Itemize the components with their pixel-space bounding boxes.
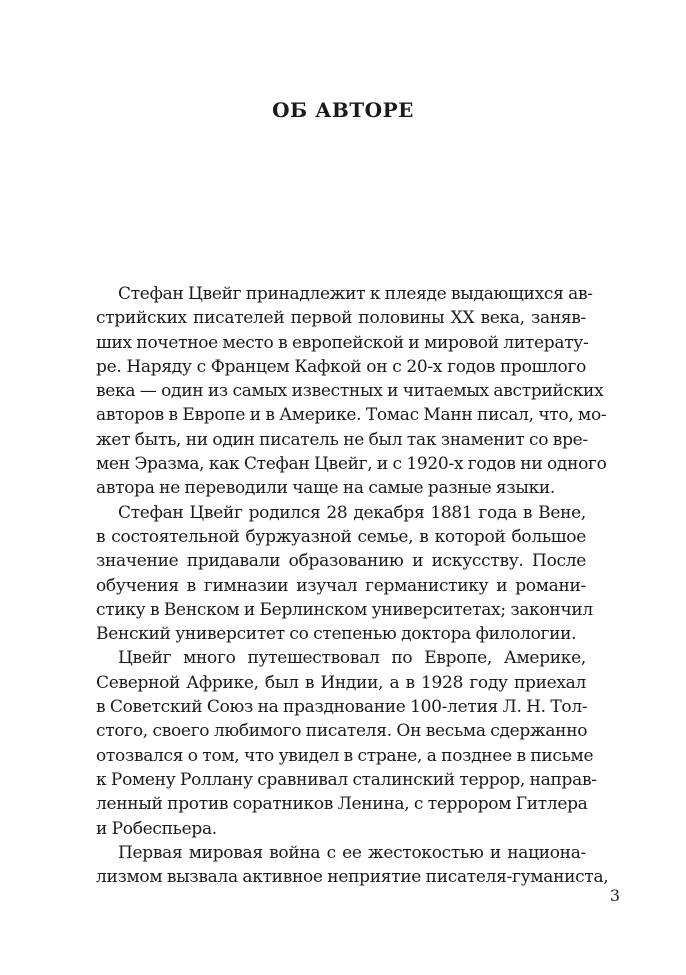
body-text — [96, 282, 609, 889]
text-line: ших почетное место в европейской и мировой литерату- — [96, 332, 589, 353]
text-line: Венский университет со степенью доктора филологии. — [96, 624, 577, 645]
text-line: отозвался о том, что увидел в стране, а позднее в письме — [96, 745, 594, 766]
text-line: стого, своего любимого писателя. Он весьма сдержанно — [96, 721, 588, 742]
text-line: авторов в Европе и в Америке. Томас Манн писал, что, мо- — [96, 405, 607, 426]
text-line: Северной Африке, был в Индии, а в 1928 году приехал — [96, 672, 586, 693]
text-line: Стефан Цвейг родился 28 декабря 1881 года в Вене, — [118, 502, 586, 523]
text-line: ре. Наряду с Францем Кафкой он с 20-х годов прошлого — [96, 356, 586, 377]
text-line: Стефан Цвейг принадлежит к плеяде выдающихся ав- — [118, 284, 593, 304]
text-line: в Советский Союз на празднование 100-летия Л. Н. Тол- — [96, 697, 588, 718]
text-line: значение придавали образованию и искусству. После — [96, 551, 586, 572]
text-line: мен Эразма, как Стефан Цвейг, и с 1920-х годов ни одного — [96, 454, 607, 475]
text-line: стику в Венском и Берлинском университетах; закончил — [96, 599, 593, 620]
text-line: века — один из самых известных и читаемых австрийских — [96, 381, 604, 402]
text-line: лизмом вызвала активное неприятие писателя-гуманиста, — [96, 867, 609, 888]
text-line: Первая мировая война с ее жестокостью и национа- — [118, 842, 586, 863]
chapter-heading: ОБ АВТОРЕ — [272, 98, 414, 122]
text-line: обучения в гимназии изучал германистику и романи- — [96, 575, 586, 596]
text-line: стрийских писателей первой половины XX века, заняв- — [96, 308, 586, 329]
text-line: жет быть, ни один писатель не был так знаменит со вре- — [96, 429, 588, 450]
page-number: 3 — [609, 886, 620, 905]
text-line: автора не переводили чаще на самые разные языки. — [96, 478, 556, 499]
text-line: и Робеспьера. — [96, 818, 217, 839]
text-line: Цвейг много путешествовал по Европе, Америке, — [118, 648, 586, 669]
text-line: ленный против соратников Ленина, с террором Гитлера — [96, 794, 588, 815]
text-line: к Ромену Роллану сравнивал сталинский террор, направ- — [96, 769, 597, 790]
text-line: в состоятельной буржуазной семье, в которой большое — [96, 526, 586, 547]
